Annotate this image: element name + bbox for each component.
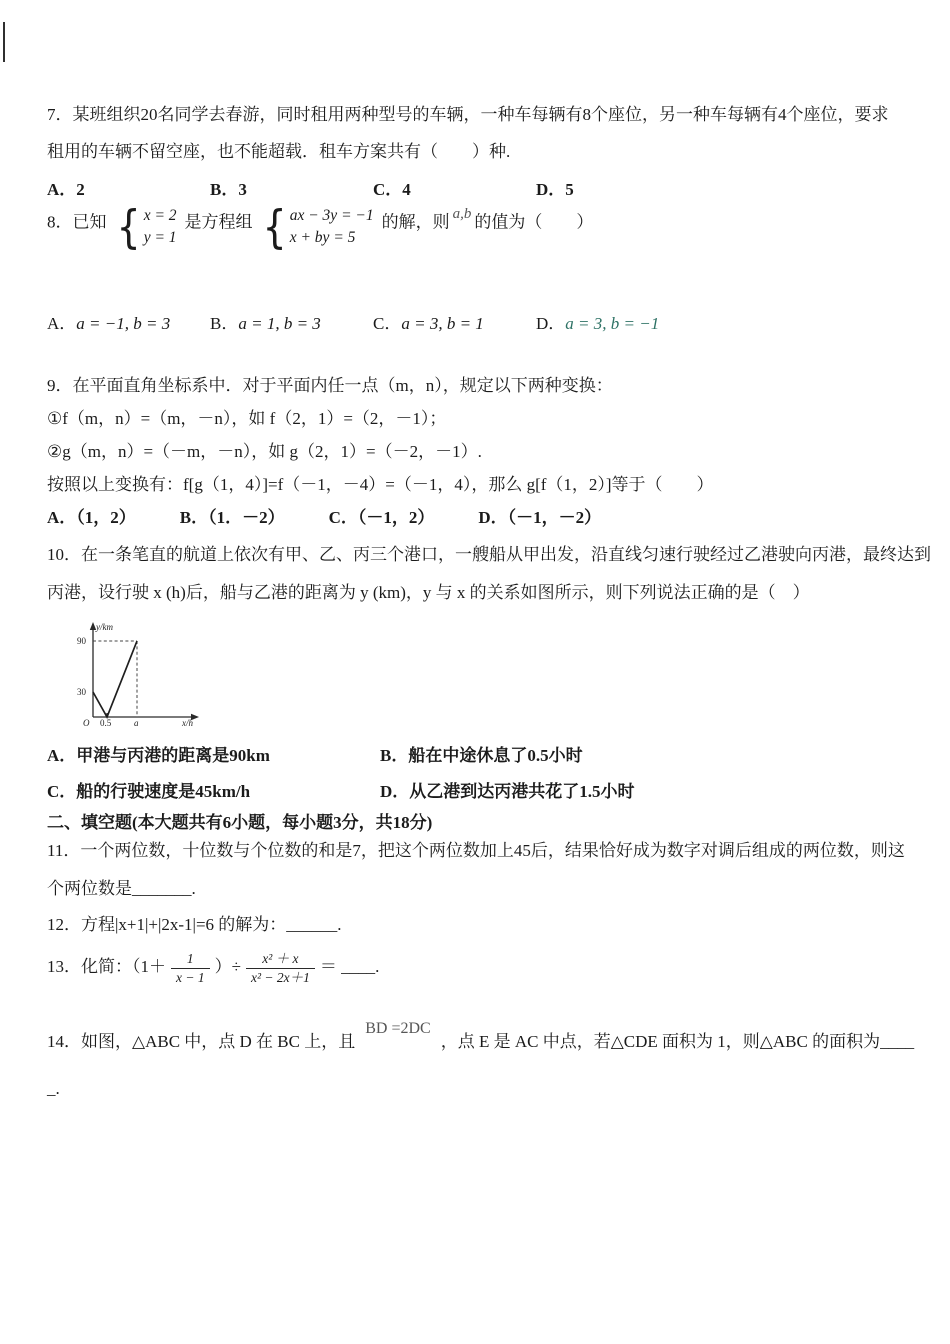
q8-option-a-value: a = −1, b = 3 bbox=[76, 313, 171, 333]
q8-option-a bbox=[47, 313, 210, 335]
q9-line-3: ②g（m，n）=（－m，－n），如 g（2，1）=（－2，－1）. bbox=[47, 441, 482, 461]
q13-fraction-1-numerator: 1 bbox=[171, 950, 210, 969]
q7-option-b: B．3 bbox=[210, 180, 247, 200]
q8-options bbox=[47, 313, 912, 335]
q7-option-c: C．4 bbox=[373, 180, 411, 200]
q8-option-c-value: a = 3, b = 1 bbox=[401, 313, 484, 333]
q10-figure bbox=[73, 619, 912, 727]
q8-option-c bbox=[373, 313, 536, 335]
q9-option-b: B．（1．－2） bbox=[179, 508, 285, 528]
q13-fraction-2-numerator: x² ＋ x bbox=[246, 950, 315, 969]
q10-option-c: C．船的行驶速度是45km/h bbox=[47, 781, 251, 801]
q9-line-1: 9．在平面直角坐标系中．对于平面内任一点（m，n），规定以下两种变换： bbox=[47, 375, 613, 395]
section-2-header: 二、填空题(本大题共有6小题，每小题3分，共18分) bbox=[47, 812, 433, 832]
scan-artifact bbox=[3, 22, 5, 62]
x-axis-label: x/h bbox=[182, 718, 193, 728]
left-brace-icon: { bbox=[262, 200, 287, 254]
x-tick-a: a bbox=[134, 718, 139, 728]
q8-prefix: 8．已知 bbox=[47, 212, 107, 232]
q8-sys2-line2: x + by = 5 bbox=[289, 228, 356, 246]
q8-option-b-label: B． bbox=[210, 313, 239, 333]
y-tick-30: 30 bbox=[77, 687, 86, 698]
q8-sys1-line1: x = 2 bbox=[143, 207, 177, 225]
q8-mid: 是方程组 bbox=[184, 212, 253, 232]
q7-line-1: 7．某班组织20名同学去春游，同时租用两种型号的车辆，一种车每辆有8个座位，另一种车每辆有4个座位，要求 bbox=[47, 105, 889, 124]
q9-line-4: 按照以上变换有：f[g（1，4）]=f（－1，－4）=（－1，4），那么 g[f（1，2）]等于（ ） bbox=[47, 475, 714, 495]
q8-option-d-value: a = 3, b = −1 bbox=[565, 313, 660, 333]
q11-line-2: 个两位数是_______. bbox=[47, 878, 196, 898]
x-tick-0-5: 0.5 bbox=[100, 718, 112, 728]
q8-sys2-line1: ax − 3y = −1 bbox=[289, 207, 374, 225]
y-tick-90: 90 bbox=[77, 636, 86, 647]
q13-mid: ）÷ bbox=[214, 956, 241, 976]
q8-option-d bbox=[536, 314, 659, 333]
q7-options bbox=[47, 179, 912, 201]
q8-option-c-label: C． bbox=[373, 313, 402, 333]
q10-line-2: 丙港，设行驶 x (h)后，船与乙港的距离为 y (km)，y 与 x 的关系如图所示，则下列说法正确的是（ ） bbox=[47, 583, 810, 603]
q10-line-1: 10．在一条笔直的航道上依次有甲、乙、丙三个港口，一艘船从甲出发，沿直线匀速行驶经过乙港驶向丙港，最终达到 bbox=[47, 545, 931, 565]
q10-options-row-2 bbox=[47, 781, 912, 803]
q14-line bbox=[47, 1020, 915, 1054]
q9-option-a: A．（1，2） bbox=[47, 508, 136, 528]
q8-option-a-label: A． bbox=[47, 313, 77, 333]
distance-curve bbox=[93, 641, 137, 717]
q13-prefix: 13．化简：（1＋ bbox=[47, 956, 166, 976]
q12-line: 12．方程|x+1|+|2x-1|=6 的解为：______. bbox=[47, 914, 342, 934]
y-axis-label: y/km bbox=[96, 622, 113, 633]
q10-options-row-1 bbox=[47, 745, 912, 767]
q8-option-b bbox=[210, 313, 373, 335]
q11-line-1: 11．一个两位数，十位数与个位数的和是7，把这个两位数加上45后，结果恰好成为数字对调后组成的两位数，则这 bbox=[47, 840, 905, 860]
q8-option-b-value: a = 1, b = 3 bbox=[238, 313, 321, 333]
q13-line bbox=[47, 950, 912, 986]
origin-label: O bbox=[83, 718, 90, 728]
q14-prefix: 14．如图，△ABC 中，点 D 在 BC 上，且 bbox=[47, 1032, 356, 1052]
q10-option-b: B．船在中途休息了0.5小时 bbox=[380, 746, 583, 766]
q14-after: ，点 E 是 AC 中点，若△CDE 面积为 1，则△ABC 的面积为____ bbox=[440, 1032, 915, 1052]
q8-system-equations bbox=[262, 200, 374, 254]
q13-fraction-1 bbox=[171, 950, 210, 986]
q10-option-d: D．从乙港到达丙港共花了1.5小时 bbox=[380, 781, 635, 801]
q8-sys1-line2: y = 1 bbox=[143, 228, 177, 246]
q9-option-c: C．（－1，2） bbox=[328, 508, 435, 528]
q8-option-d-label: D． bbox=[536, 313, 566, 333]
q8-system-known bbox=[116, 200, 177, 254]
q10-option-a: A．甲港与丙港的距离是90km bbox=[47, 746, 270, 766]
q13-equals: ＝ bbox=[319, 956, 337, 976]
q7-option-d: D．5 bbox=[536, 180, 574, 200]
q8-after-1: 的解，则 bbox=[381, 212, 450, 232]
q8-stem bbox=[47, 200, 912, 254]
q10-distance-time-graph bbox=[73, 619, 205, 727]
q8-ab-expression: a,b bbox=[452, 205, 472, 222]
left-brace-icon: { bbox=[116, 200, 141, 254]
q13-answer-blank: ____. bbox=[341, 956, 380, 976]
q8-after-2: 的值为（ ） bbox=[474, 212, 594, 232]
q14-formula-bd-2dc: BD =2DC bbox=[365, 1020, 431, 1038]
q9-option-d: D．（－1，－2） bbox=[478, 508, 602, 528]
q13-fraction-2-denominator: x² − 2x＋1 bbox=[250, 969, 310, 985]
q7-line-2: 租用的车辆不留空座，也不能超载．租车方案共有（ ）种. bbox=[47, 142, 511, 162]
q13-fraction-1-denominator: x − 1 bbox=[176, 969, 205, 985]
q9-options bbox=[47, 507, 912, 529]
q14-continuation: _. bbox=[47, 1078, 60, 1098]
q13-fraction-2 bbox=[246, 950, 315, 986]
q7-option-a: A．2 bbox=[47, 180, 85, 200]
q9-line-2: ①f（m，n）=（m，－n），如 f（2，1）=（2，－1）； bbox=[47, 408, 447, 428]
